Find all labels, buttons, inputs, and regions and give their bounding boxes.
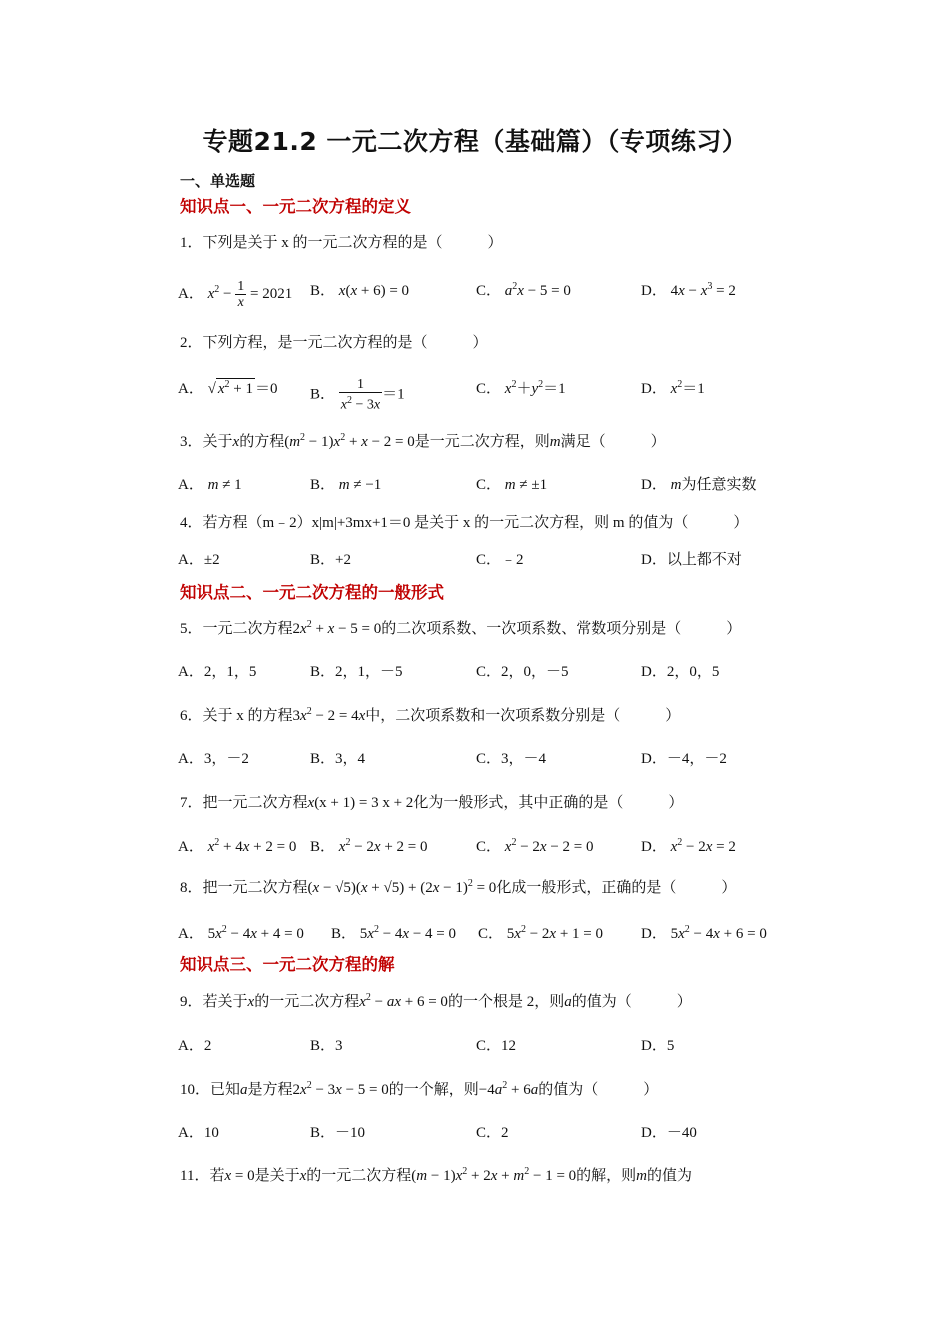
option-d: D．5 — [641, 1038, 675, 1054]
knowledge-point-2: 知识点二、一元二次方程的一般形式 — [180, 583, 444, 602]
option-d: D． $x^2=1$ — [641, 379, 705, 397]
option-b: B． $x^2 - 2x + 2 = 0$ — [310, 837, 428, 855]
option-a: A． $5x^2 - 4x + 4 = 0$ — [178, 924, 304, 942]
option-d: D． $5x^2 - 4x + 6 = 0$ — [641, 924, 767, 942]
option-c: C． $x^2+y^2=1$ — [476, 379, 566, 397]
option-c: C． m ≠ ±1 — [476, 477, 548, 493]
question-9-options — [178, 1034, 828, 1064]
option-c: C． $x^2 - 2x - 2 = 0$ — [476, 837, 594, 855]
option-b: B．3，4 — [310, 751, 366, 767]
question-4-stem: 4．若方程（m﹣2）x|m|+3mx+1＝0 是关于 x 的一元二次方程，则 m 的值为（ ） — [180, 515, 749, 531]
option-b: B． m ≠ −1 — [310, 477, 382, 493]
option-c: C． $5x^2 - 2x + 1 = 0$ — [478, 924, 603, 942]
option-d: D．以上都不对 — [641, 552, 742, 568]
question-5-options — [178, 660, 828, 690]
option-a: A． √ $x^2 + 1 =0$ — [178, 379, 278, 397]
question-2-options — [178, 377, 828, 413]
question-3-stem: 3．关于x的方程$(m^2 - 1)x^2 + x - 2 = 0$是一元二次方程，则m满足（ ） — [180, 432, 666, 450]
question-5-stem: 5．一元二次方程$2x^2 + x - 5 = 0$的二次项系数、一次项系数、常数项分别是（ ） — [180, 619, 742, 637]
knowledge-point-1: 知识点一、一元二次方程的定义 — [180, 197, 411, 216]
option-b: B． $5x^2 - 4x - 4 = 0$ — [331, 924, 456, 942]
option-c: C．2，0，－5 — [476, 664, 569, 680]
option-b: B．－10 — [310, 1125, 366, 1141]
option-d: D．－4，－2 — [641, 751, 727, 767]
question-1-options — [178, 279, 828, 309]
question-11-stem: 11．若x = 0是关于x的一元二次方程$(m - 1)x^2 + 2x + m^2 - 1 = 0$的解，则m的值为 — [180, 1166, 693, 1184]
option-a: A． $x^2 + 4x + 2 = 0$ — [178, 837, 297, 855]
question-8-options — [178, 922, 828, 952]
question-7-options — [178, 835, 828, 865]
knowledge-point-3: 知识点三、一元二次方程的解 — [180, 955, 395, 974]
page-title: 专题21.2 一元二次方程（基础篇）（专项练习） — [202, 127, 748, 156]
option-c: C． $a^2x - 5 = 0$ — [476, 281, 571, 299]
question-8-stem: 8．把一元二次方程$(x - √5)(x + √5) + (2x - 1)^2 = 0$化成一般形式，正确的是（ ） — [180, 878, 737, 896]
option-a: A．±2 — [178, 552, 220, 568]
option-a: A．10 — [178, 1125, 219, 1141]
question-6-options — [178, 747, 828, 777]
question-4-options — [178, 548, 828, 578]
option-a: A．3，－2 — [178, 751, 249, 767]
option-c: C．3，－4 — [476, 751, 547, 767]
option-c: C．2 — [476, 1125, 509, 1141]
option-b: B． $\frac{1}{x^2 - 3x}$ ＝1 — [310, 377, 405, 413]
option-a: A． $x^2$ − $\frac{1}{x}$ = 2021 — [178, 279, 293, 310]
option-c: C．12 — [476, 1038, 517, 1054]
question-9-stem: 9．若关于x的一元二次方程$x^2$ − ax + 6 = 0的一个根是 2，则a的值为（ ） — [180, 992, 692, 1010]
question-1-stem: 1．下列是关于 x 的一元二次方程的是（ ） — [180, 235, 503, 251]
question-6-stem: 6．关于 x 的方程$3x^2 - 2 = 4x$中，二次项系数和一次项系数分别是（ ） — [180, 706, 681, 724]
option-a: A．2，1，5 — [178, 664, 257, 680]
question-10-stem: 10．已知a是方程$2x^2 - 3x - 5 = 0$的一个解，则$-4a^2 + 6a$的值为（ ） — [180, 1080, 659, 1098]
option-b: B． x(x + 6) = 0 — [310, 283, 410, 299]
question-3-options — [178, 473, 828, 503]
option-d: D． m为任意实数 — [641, 477, 757, 493]
option-d: D． $x^2 - 2x = 2$ — [641, 837, 736, 855]
option-a: A． m ≠ 1 — [178, 477, 242, 493]
option-b: B．3 — [310, 1038, 343, 1054]
option-d: D．－40 — [641, 1125, 697, 1141]
section-heading: 一、单选题 — [180, 172, 256, 190]
question-2-stem: 2．下列方程，是一元二次方程的是（ ） — [180, 335, 488, 351]
question-10-options — [178, 1121, 828, 1151]
option-b: B．2，1，－5 — [310, 664, 403, 680]
question-7-stem: 7．把一元二次方程x(x + 1) = 3 x + 2化为一般形式，其中正确的是（ ） — [180, 795, 684, 811]
option-a: A．2 — [178, 1038, 212, 1054]
option-b: B．+2 — [310, 552, 351, 568]
option-d: D． $4x - x^3 = 2$ — [641, 281, 736, 299]
option-d: D．2，0，5 — [641, 664, 720, 680]
option-c: C．﹣2 — [476, 552, 524, 568]
